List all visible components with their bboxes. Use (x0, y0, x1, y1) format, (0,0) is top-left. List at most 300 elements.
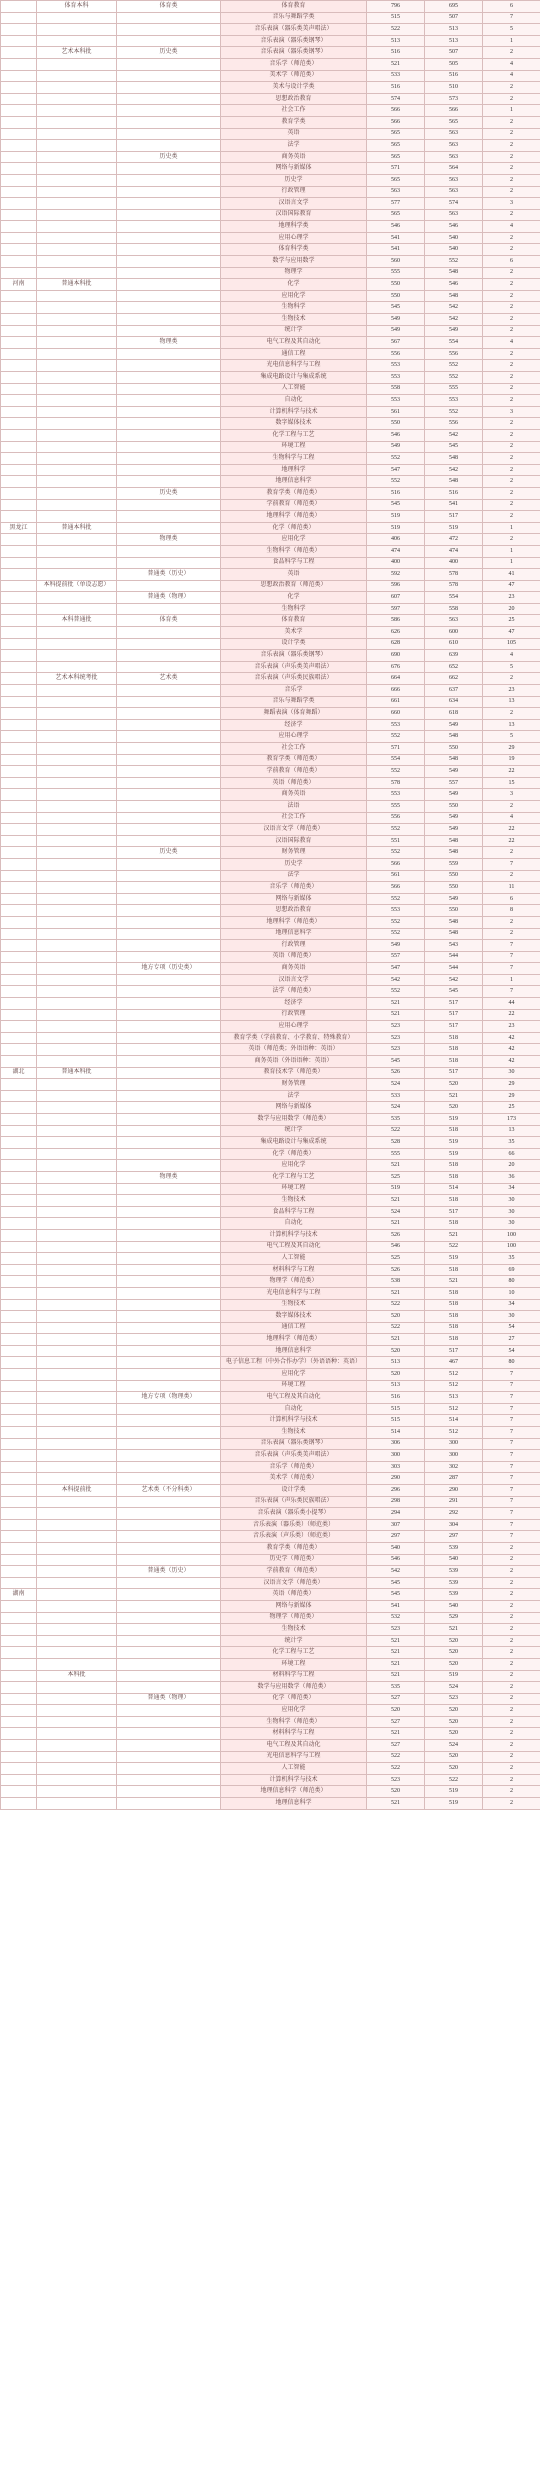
min-score-cell: 564 (425, 163, 483, 175)
subject-cell (117, 1229, 221, 1241)
count-cell: 30 (483, 1311, 540, 1323)
table-row (1, 1114, 540, 1126)
province-cell (1, 453, 37, 465)
major-cell: 设计学类 (221, 1485, 367, 1497)
subject-cell (117, 163, 221, 175)
major-cell: 音乐表演（器乐类小提琴） (221, 1508, 367, 1520)
count-cell: 2 (483, 928, 540, 940)
table-row (1, 638, 540, 650)
batch-cell (37, 858, 117, 870)
count-cell: 4 (483, 221, 540, 233)
province-cell (1, 1403, 37, 1415)
major-cell: 汉语言文学（师范类） (221, 824, 367, 836)
subject-cell (117, 858, 221, 870)
province-cell (1, 557, 37, 569)
province-cell (1, 661, 37, 673)
major-cell: 教育技术学（师范类） (221, 1067, 367, 1079)
province-cell (1, 395, 37, 407)
subject-cell (117, 267, 221, 279)
batch-cell (37, 986, 117, 998)
max-score-cell: 553 (367, 719, 425, 731)
province-cell (1, 638, 37, 650)
major-cell: 地理信息科学（师范类） (221, 1786, 367, 1798)
count-cell: 29 (483, 1090, 540, 1102)
max-score-cell: 554 (367, 754, 425, 766)
batch-cell: 艺术本科统考批 (37, 673, 117, 685)
major-cell: 通信工程 (221, 348, 367, 360)
min-score-cell: 519 (425, 1148, 483, 1160)
major-cell: 行政管理 (221, 186, 367, 198)
major-cell: 经济学 (221, 998, 367, 1010)
max-score-cell: 297 (367, 1531, 425, 1543)
table-row (1, 1658, 540, 1670)
major-cell: 英语（师范类） (221, 951, 367, 963)
max-score-cell: 519 (367, 511, 425, 523)
province-cell (1, 1705, 37, 1717)
count-cell: 2 (483, 487, 540, 499)
major-cell: 数学与应用数学（师范类） (221, 1114, 367, 1126)
major-cell: 数字媒体技术 (221, 1311, 367, 1323)
batch-cell (37, 1102, 117, 1114)
count-cell: 69 (483, 1264, 540, 1276)
count-cell: 2 (483, 128, 540, 140)
province-cell (1, 1531, 37, 1543)
subject-cell: 历史类 (117, 47, 221, 59)
table-row (1, 1519, 540, 1531)
batch-cell (37, 998, 117, 1010)
count-cell: 23 (483, 1021, 540, 1033)
province-cell (1, 534, 37, 546)
subject-cell: 地方专项（历史类） (117, 963, 221, 975)
table-row (1, 1508, 540, 1520)
batch-cell: 本科普通批 (37, 615, 117, 627)
min-score-cell: 518 (425, 1218, 483, 1230)
province-cell (1, 1600, 37, 1612)
min-score-cell: 517 (425, 998, 483, 1010)
min-score-cell: 519 (425, 1253, 483, 1265)
max-score-cell: 546 (367, 429, 425, 441)
province-cell (1, 685, 37, 697)
table-row (1, 1229, 540, 1241)
max-score-cell: 661 (367, 696, 425, 708)
min-score-cell: 518 (425, 1264, 483, 1276)
table-row (1, 1276, 540, 1288)
province-cell (1, 1380, 37, 1392)
major-cell: 环境工程 (221, 1380, 367, 1392)
count-cell: 2 (483, 1612, 540, 1624)
major-cell: 音乐学（师范类） (221, 882, 367, 894)
major-cell: 应用化学 (221, 290, 367, 302)
subject-cell: 普通类（物理） (117, 1693, 221, 1705)
major-cell: 光电信息科学与工程 (221, 1287, 367, 1299)
province-cell (1, 348, 37, 360)
table-row (1, 58, 540, 70)
max-score-cell: 545 (367, 1056, 425, 1068)
province-cell (1, 1554, 37, 1566)
major-cell: 汉语言文学（师范类） (221, 1577, 367, 1589)
min-score-cell: 522 (425, 1241, 483, 1253)
batch-cell (37, 1716, 117, 1728)
province-cell (1, 383, 37, 395)
count-cell: 2 (483, 1635, 540, 1647)
province-cell (1, 244, 37, 256)
min-score-cell: 518 (425, 1032, 483, 1044)
subject-cell (117, 221, 221, 233)
table-row (1, 209, 540, 221)
subject-cell (117, 777, 221, 789)
table-row (1, 487, 540, 499)
subject-cell (117, 1137, 221, 1149)
province-cell (1, 1021, 37, 1033)
count-cell: 2 (483, 1600, 540, 1612)
min-score-cell: 556 (425, 348, 483, 360)
major-cell: 光电信息科学与工程 (221, 360, 367, 372)
min-score-cell: 553 (425, 395, 483, 407)
count-cell: 7 (483, 1496, 540, 1508)
count-cell: 66 (483, 1148, 540, 1160)
max-score-cell: 552 (367, 766, 425, 778)
max-score-cell: 545 (367, 1589, 425, 1601)
max-score-cell: 560 (367, 256, 425, 268)
subject-cell (117, 1403, 221, 1415)
max-score-cell: 521 (367, 1218, 425, 1230)
max-score-cell: 520 (367, 1369, 425, 1381)
table-row (1, 1195, 540, 1207)
max-score-cell: 526 (367, 1067, 425, 1079)
major-cell: 教育学类（学前教育、小学教育、特殊教育） (221, 1032, 367, 1044)
major-cell: 历史学 (221, 858, 367, 870)
min-score-cell: 518 (425, 1160, 483, 1172)
max-score-cell: 607 (367, 592, 425, 604)
table-row (1, 522, 540, 534)
subject-cell: 艺术类（不分科类） (117, 1485, 221, 1497)
major-cell: 音乐表演（器乐类钢琴） (221, 650, 367, 662)
major-cell: 社会工作 (221, 743, 367, 755)
count-cell: 41 (483, 569, 540, 581)
major-cell: 音乐表演（器乐类）（师范类） (221, 1519, 367, 1531)
min-score-cell: 566 (425, 105, 483, 117)
province-cell (1, 1137, 37, 1149)
province-cell (1, 696, 37, 708)
major-cell: 英语 (221, 128, 367, 140)
batch-cell (37, 360, 117, 372)
subject-cell (117, 696, 221, 708)
table-row (1, 174, 540, 186)
count-cell: 1 (483, 557, 540, 569)
max-score-cell: 561 (367, 406, 425, 418)
major-cell: 法语 (221, 800, 367, 812)
max-score-cell: 523 (367, 1774, 425, 1786)
table-row (1, 998, 540, 1010)
major-cell: 化学（师范类） (221, 1148, 367, 1160)
batch-cell (37, 1635, 117, 1647)
min-score-cell: 539 (425, 1577, 483, 1589)
min-score-cell: 550 (425, 870, 483, 882)
count-cell: 2 (483, 372, 540, 384)
count-cell: 7 (483, 1473, 540, 1485)
min-score-cell: 578 (425, 580, 483, 592)
batch-cell (37, 696, 117, 708)
major-cell: 地理信息科学 (221, 1345, 367, 1357)
table-row (1, 1554, 540, 1566)
province-cell (1, 82, 37, 94)
batch-cell (37, 290, 117, 302)
max-score-cell: 550 (367, 290, 425, 302)
count-cell: 29 (483, 743, 540, 755)
batch-cell (37, 487, 117, 499)
count-cell: 2 (483, 1693, 540, 1705)
subject-cell (117, 905, 221, 917)
province-cell (1, 916, 37, 928)
min-score-cell: 520 (425, 1647, 483, 1659)
province-cell (1, 105, 37, 117)
batch-cell (37, 1032, 117, 1044)
table-row (1, 12, 540, 24)
max-score-cell: 552 (367, 986, 425, 998)
count-cell: 2 (483, 186, 540, 198)
table-row (1, 940, 540, 952)
table-row (1, 1496, 540, 1508)
major-cell: 应用心理学 (221, 232, 367, 244)
province-cell (1, 1496, 37, 1508)
table-row (1, 140, 540, 152)
min-score-cell: 517 (425, 1021, 483, 1033)
count-cell: 1 (483, 105, 540, 117)
batch-cell (37, 731, 117, 743)
province-cell: 河南 (1, 279, 37, 291)
subject-cell (117, 232, 221, 244)
count-cell: 7 (483, 1531, 540, 1543)
max-score-cell: 513 (367, 35, 425, 47)
province-cell (1, 1369, 37, 1381)
subject-cell (117, 476, 221, 488)
count-cell: 100 (483, 1241, 540, 1253)
batch-cell (37, 1218, 117, 1230)
count-cell: 6 (483, 256, 540, 268)
count-cell: 3 (483, 406, 540, 418)
batch-cell (37, 1287, 117, 1299)
major-cell: 数字媒体技术 (221, 418, 367, 430)
table-row (1, 1032, 540, 1044)
count-cell: 2 (483, 279, 540, 291)
count-cell: 2 (483, 1566, 540, 1578)
major-cell: 音乐学（师范类） (221, 58, 367, 70)
table-row (1, 1160, 540, 1172)
max-score-cell: 552 (367, 847, 425, 859)
subject-cell (117, 441, 221, 453)
province-cell (1, 1763, 37, 1775)
batch-cell (37, 963, 117, 975)
count-cell: 22 (483, 835, 540, 847)
count-cell: 2 (483, 1670, 540, 1682)
count-cell: 2 (483, 174, 540, 186)
major-cell: 音乐表演（器乐类钢琴） (221, 35, 367, 47)
max-score-cell: 522 (367, 1299, 425, 1311)
subject-cell (117, 35, 221, 47)
subject-cell (117, 302, 221, 314)
province-cell (1, 93, 37, 105)
province-cell (1, 1334, 37, 1346)
batch-cell: 本科提前批（单设志愿） (37, 580, 117, 592)
table-row (1, 511, 540, 523)
subject-cell (117, 174, 221, 186)
subject-cell (117, 1716, 221, 1728)
major-cell: 化学工程与工艺 (221, 429, 367, 441)
table-row (1, 858, 540, 870)
subject-cell (117, 418, 221, 430)
major-cell: 美术与设计学类 (221, 82, 367, 94)
count-cell: 7 (483, 1450, 540, 1462)
province-cell (1, 1229, 37, 1241)
major-cell: 社会工作 (221, 105, 367, 117)
max-score-cell: 524 (367, 1206, 425, 1218)
province-cell (1, 1, 37, 13)
major-cell: 电气工程及其自动化 (221, 1740, 367, 1752)
subject-cell: 体育类 (117, 615, 221, 627)
min-score-cell: 542 (425, 429, 483, 441)
table-row (1, 1415, 540, 1427)
max-score-cell: 521 (367, 1635, 425, 1647)
count-cell: 27 (483, 1334, 540, 1346)
subject-cell (117, 1450, 221, 1462)
batch-cell (37, 302, 117, 314)
table-row (1, 882, 540, 894)
batch-cell (37, 232, 117, 244)
major-cell: 行政管理 (221, 940, 367, 952)
province-cell (1, 1090, 37, 1102)
min-score-cell: 548 (425, 916, 483, 928)
major-cell: 网络与新媒体 (221, 1600, 367, 1612)
province-cell (1, 1658, 37, 1670)
count-cell: 5 (483, 731, 540, 743)
count-cell: 7 (483, 1485, 540, 1497)
min-score-cell: 563 (425, 186, 483, 198)
min-score-cell: 548 (425, 731, 483, 743)
min-score-cell: 520 (425, 1705, 483, 1717)
subject-cell (117, 1415, 221, 1427)
batch-cell (37, 1322, 117, 1334)
batch-cell (37, 905, 117, 917)
major-cell: 材料科学与工程 (221, 1264, 367, 1276)
major-cell: 社会工作 (221, 812, 367, 824)
max-score-cell: 549 (367, 325, 425, 337)
province-cell (1, 1183, 37, 1195)
table-row (1, 963, 540, 975)
max-score-cell: 565 (367, 174, 425, 186)
max-score-cell: 565 (367, 140, 425, 152)
table-row (1, 1009, 540, 1021)
major-cell: 网络与新媒体 (221, 1102, 367, 1114)
max-score-cell: 660 (367, 708, 425, 720)
subject-cell (117, 1554, 221, 1566)
major-cell: 人工智能 (221, 383, 367, 395)
batch-cell (37, 1531, 117, 1543)
table-row (1, 418, 540, 430)
batch-cell (37, 1798, 117, 1810)
subject-cell (117, 209, 221, 221)
max-score-cell: 571 (367, 163, 425, 175)
major-cell: 化学 (221, 279, 367, 291)
province-cell (1, 24, 37, 36)
table-row (1, 1751, 540, 1763)
major-cell: 英语 (221, 569, 367, 581)
max-score-cell: 515 (367, 1403, 425, 1415)
subject-cell (117, 627, 221, 639)
table-row (1, 1090, 540, 1102)
major-cell: 思想政治教育 (221, 93, 367, 105)
subject-cell (117, 1438, 221, 1450)
batch-cell (37, 429, 117, 441)
batch-cell (37, 1577, 117, 1589)
count-cell: 35 (483, 1253, 540, 1265)
min-score-cell: 292 (425, 1508, 483, 1520)
table-row (1, 534, 540, 546)
subject-cell (117, 1682, 221, 1694)
table-row (1, 777, 540, 789)
max-score-cell: 516 (367, 487, 425, 499)
min-score-cell: 521 (425, 1624, 483, 1636)
subject-cell (117, 1624, 221, 1636)
batch-cell (37, 337, 117, 349)
max-score-cell: 578 (367, 777, 425, 789)
max-score-cell: 553 (367, 360, 425, 372)
province-cell (1, 140, 37, 152)
subject-cell (117, 1670, 221, 1682)
province-cell (1, 1635, 37, 1647)
subject-cell (117, 650, 221, 662)
min-score-cell: 563 (425, 174, 483, 186)
table-row (1, 1716, 540, 1728)
max-score-cell: 596 (367, 580, 425, 592)
max-score-cell: 538 (367, 1276, 425, 1288)
province-cell (1, 754, 37, 766)
subject-cell: 物理类 (117, 1171, 221, 1183)
table-row (1, 1705, 540, 1717)
province-cell (1, 1485, 37, 1497)
subject-cell (117, 395, 221, 407)
batch-cell (37, 1345, 117, 1357)
batch-cell (37, 743, 117, 755)
min-score-cell: 300 (425, 1450, 483, 1462)
batch-cell (37, 1392, 117, 1404)
subject-cell (117, 1032, 221, 1044)
min-score-cell: 513 (425, 1392, 483, 1404)
batch-cell (37, 244, 117, 256)
table-row (1, 1102, 540, 1114)
count-cell: 7 (483, 963, 540, 975)
province-cell (1, 1114, 37, 1126)
max-score-cell: 551 (367, 835, 425, 847)
major-cell: 法学 (221, 140, 367, 152)
max-score-cell: 597 (367, 603, 425, 615)
max-score-cell: 298 (367, 1496, 425, 1508)
subject-cell (117, 279, 221, 291)
table-row (1, 905, 540, 917)
subject-cell (117, 824, 221, 836)
max-score-cell: 676 (367, 661, 425, 673)
table-row (1, 499, 540, 511)
min-score-cell: 520 (425, 1728, 483, 1740)
min-score-cell: 556 (425, 418, 483, 430)
max-score-cell: 521 (367, 1334, 425, 1346)
table-row (1, 464, 540, 476)
subject-cell (117, 893, 221, 905)
major-cell: 生物技术 (221, 1624, 367, 1636)
max-score-cell: 513 (367, 1357, 425, 1369)
count-cell: 2 (483, 93, 540, 105)
max-score-cell: 525 (367, 1253, 425, 1265)
min-score-cell: 291 (425, 1496, 483, 1508)
